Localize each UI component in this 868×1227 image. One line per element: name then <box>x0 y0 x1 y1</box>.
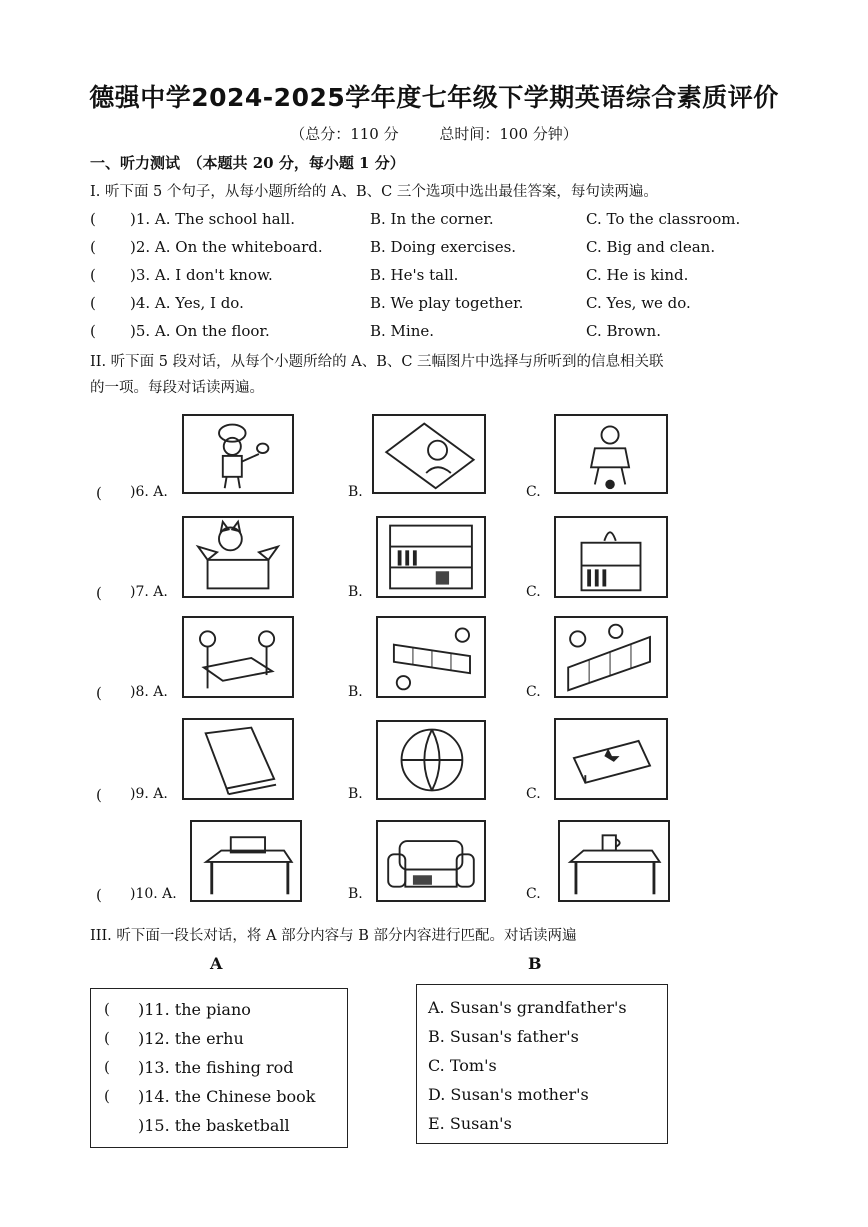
option-b-label: B. <box>348 886 363 902</box>
section-heading: 一、听力测试 （本题共 20 分，每小题 1 分） <box>90 154 405 172</box>
pencil-box-picture <box>554 718 668 800</box>
chef-cooking-picture <box>182 414 294 494</box>
cat-in-box-picture <box>182 516 294 598</box>
bookshelf-plant-picture <box>554 516 668 598</box>
total-time: 总时间：100 分钟） <box>439 125 578 143</box>
boy-drawing-picture <box>372 414 486 494</box>
question-3-option-c: C. He is kind. <box>586 266 689 284</box>
sofa-picture <box>376 820 486 902</box>
part1-instruction: I. 听下面 5 个句子，从每小题所给的 A、B、C 三个选项中选出最佳答案，每句读两遍。 <box>90 184 658 200</box>
question-4-option-c: C. Yes, we do. <box>586 294 691 312</box>
answer-paren[interactable]: ( <box>90 266 96 284</box>
match-option-c: C. Tom's <box>428 1056 497 1075</box>
option-c-label: C. <box>526 786 541 802</box>
match-option-b: B. Susan's father's <box>428 1027 579 1046</box>
answer-paren[interactable]: ( <box>104 1029 110 1047</box>
match-item-11: )11. the piano <box>138 1000 251 1019</box>
answer-paren[interactable]: ( <box>104 1087 110 1105</box>
answer-paren[interactable]: ( <box>96 886 102 904</box>
match-item-15: )15. the basketball <box>138 1116 290 1135</box>
question-5-option-c: C. Brown. <box>586 322 661 340</box>
page-title: 德强中学2024-2025学年度七年级下学期英语综合素质评价 <box>89 83 779 112</box>
question-3-option-a: )3. A. I don't know. <box>130 266 273 284</box>
book-picture <box>182 718 294 800</box>
part3-instruction: III. 听下面一段长对话，将 A 部分内容与 B 部分内容进行匹配。对话读两遍 <box>90 928 577 944</box>
match-item-13: )13. the fishing rod <box>138 1058 294 1077</box>
column-a-heading: A <box>210 954 223 973</box>
match-option-d: D. Susan's mother's <box>428 1085 589 1104</box>
question-1-option-b: B. In the corner. <box>370 210 494 228</box>
question-1-option-a: )1. A. The school hall. <box>130 210 295 228</box>
option-b-label: B. <box>348 684 363 700</box>
player-sitting-picture <box>554 414 668 494</box>
bookshelf-cat-picture <box>376 516 486 598</box>
ping-pong-picture <box>182 616 294 698</box>
answer-paren[interactable]: ( <box>104 1000 110 1018</box>
question-2-option-c: C. Big and clean. <box>586 238 716 256</box>
question-10-label: )10. A. <box>130 886 177 902</box>
match-item-12: )12. the erhu <box>138 1029 244 1048</box>
question-1-option-c: C. To the classroom. <box>586 210 741 228</box>
answer-paren[interactable]: ( <box>96 484 102 502</box>
question-4-option-a: )4. A. Yes, I do. <box>130 294 244 312</box>
part2-instruction-line2: 的一项。每段对话读两遍。 <box>90 380 264 396</box>
question-2-option-a: )2. A. On the whiteboard. <box>130 238 323 256</box>
answer-paren[interactable]: ( <box>90 294 96 312</box>
match-option-a: A. Susan's grandfather's <box>428 998 627 1017</box>
question-5-option-a: )5. A. On the floor. <box>130 322 270 340</box>
question-8-label: )8. A. <box>130 684 168 700</box>
question-2-option-b: B. Doing exercises. <box>370 238 517 256</box>
volleyball-picture <box>554 616 668 698</box>
match-item-14: )14. the Chinese book <box>138 1087 316 1106</box>
column-b-heading: B <box>528 954 542 973</box>
option-b-label: B. <box>348 584 363 600</box>
answer-paren[interactable]: ( <box>96 684 102 702</box>
table-with-box-picture <box>190 820 302 902</box>
option-c-label: C. <box>526 684 541 700</box>
match-option-e: E. Susan's <box>428 1114 512 1133</box>
option-c-label: C. <box>526 484 541 500</box>
answer-paren[interactable]: ( <box>96 786 102 804</box>
answer-paren[interactable]: ( <box>104 1058 110 1076</box>
question-3-option-b: B. He's tall. <box>370 266 459 284</box>
exam-info <box>0 123 868 144</box>
option-c-label: C. <box>526 584 541 600</box>
tennis-picture <box>376 616 486 698</box>
option-c-label: C. <box>526 886 541 902</box>
table-with-cup-picture <box>558 820 670 902</box>
option-b-label: B. <box>348 786 363 802</box>
answer-paren[interactable]: ( <box>90 238 96 256</box>
answer-paren[interactable]: ( <box>96 584 102 602</box>
basketball-picture <box>376 720 486 800</box>
answer-paren[interactable]: ( <box>90 210 96 228</box>
question-4-option-b: B. We play together. <box>370 294 524 312</box>
option-b-label: B. <box>348 484 363 500</box>
question-5-option-b: B. Mine. <box>370 322 435 340</box>
question-7-label: )7. A. <box>130 584 168 600</box>
part2-instruction-line1: II. 听下面 5 段对话，从每个小题所给的 A、B、C 三幅图片中选择与所听到的信息相关联 <box>90 354 664 370</box>
total-score: （总分：110 分 <box>290 125 399 143</box>
question-6-label: )6. A. <box>130 484 168 500</box>
answer-paren[interactable]: ( <box>90 322 96 340</box>
question-9-label: )9. A. <box>130 786 168 802</box>
